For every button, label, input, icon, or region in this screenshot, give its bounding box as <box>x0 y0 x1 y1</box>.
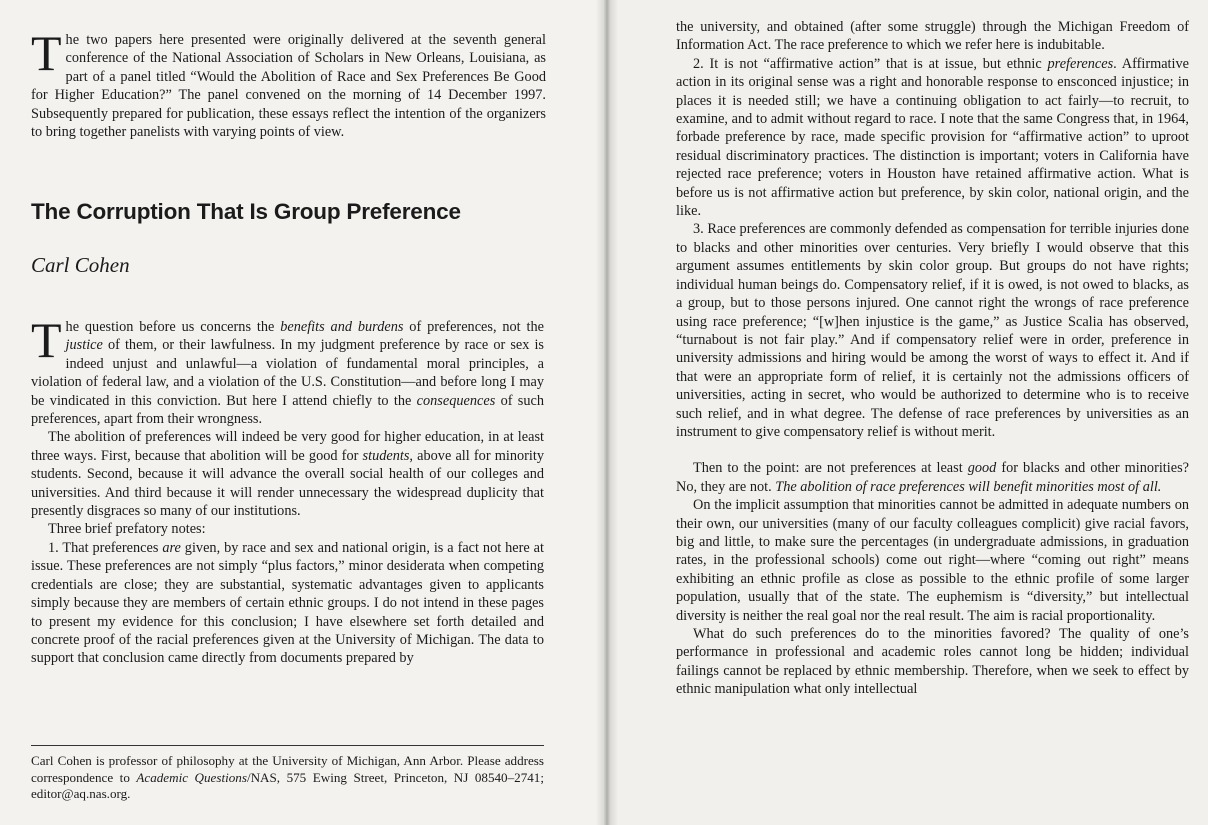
body-paragraph: On the implicit assumption that minorities cannot be admitted in adequate numbers on their own, our universities (many of our faculty colleagues complicit) give racial favors, big and little, to make sure the percentages (in undergraduate admissions, in graduation rates, in the professional schools) come out right—where “coming out right” means exhibiting an ethnic profile as close as possible to the ethnic profile of some larger population, usually that of the state. The euphemism is “diversity,” but intellectual diversity is neither the real goal nor the real result. The aim is racial proportionality. <box>676 497 1189 624</box>
body-paragraph: The question before us concerns the benefits and burdens of preferences, not the justice of them, or their lawfulness. In my judgment preference by race or sex is indeed unjust and unlawful—a violation of fundamental moral principles, a violation of federal law, and a violation of the U.S. Constitution—and before long I may be vindicated in this conviction. But here I attend chiefly to the consequences of such preferences, apart from their wrongness. <box>31 312 544 428</box>
body-paragraph: The abolition of preferences will indeed be very good for higher education, in at least three ways. First, because that abolition will be good for students, above all for minority students. Second, because it will advance the overall social health of our colleges and universities. And third because it will render unnecessary the widespread duplicity that presently disgraces so many of our institutions. <box>31 429 544 520</box>
right-page <box>604 0 1208 825</box>
author-footnote: Carl Cohen is professor of philosophy at the University of Michigan, Ann Arbor. Please address correspondence to Academic Questions/NAS, 575 Ewing Street, Princeton, NJ 08540–2741; editor@aq.nas.org. <box>31 753 544 801</box>
article-title: The Corruption That Is Group Preference <box>31 199 461 224</box>
article-body-right <box>676 18 1189 699</box>
body-paragraph: the university, and obtained (after some struggle) through the Michigan Freedom of Information Act. The race preference to which we refer here is indubitable. <box>676 19 1189 54</box>
intro-text: he two papers here presented were originally delivered at the seventh general conference of the National Association of Scholars in New Orleans, Louisiana, as part of a panel titled “Would the Abolition of Race and Sex Preferences Be Good for Higher Education?” The panel convened on the morning of 14 December 1997. Subsequently prepared for publication, these essays reflect the intention of the organizers to bring together panelists with varying points of view. <box>31 32 546 141</box>
drop-cap: T <box>31 25 62 81</box>
body-paragraph: 3. Race preferences are commonly defended as compensation for terrible injuries done to blacks and other minorities over centuries. Very briefly I would observe that this argument assumes entitlements by skin color group. But groups do not have rights; individual human beings do. Compensatory relief, if it is owed, is not owed to blacks, as a group, but to those persons injured. One cannot right the wrongs of race preference using race preference; “[w]hen injustice is the game,” as Justice Scalia has observed, “turnabout is not fair play.” And if compensatory relief were in order, preference in university admissions and hiring would be among the worst of ways to effect it. And if that were an appropriate form of relief, it is certainly not the admissions officers of universities, acting in secret, who would be authorized to determine who is to receive such relief, and in what degree. The defense of race preferences by universities as an instrument to give compensatory relief is without merit. <box>676 221 1189 440</box>
body-paragraph: Three brief prefatory notes: <box>48 521 206 538</box>
body-paragraph: 2. It is not “affirmative action” that is at issue, but ethnic preferences. Affirmative action in its original sense was a right and honorable response to ensconced injustice; in places it is needed still; we have a continuing obligation to act fairly—to recruit, to examine, and to admit without regard to race. I note that the same Congress that, in 1964, forbade preference by race, made specific provision for “affirmative action” to uproot residual discriminatory practices. The distinction is important; voters in California have rejected race preference; voters in Houston have retained affirmative action. What is before us is not affirmative action but preference, by skin color, national origin, and the like. <box>676 55 1189 220</box>
body-paragraph: Then to the point: are not preferences at least good for blacks and other minorities? No, they are not. The abolition of race preferences will benefit minorities most of all. <box>676 460 1190 495</box>
author-name: Carl Cohen <box>31 253 130 277</box>
drop-cap: T <box>31 312 62 368</box>
body-paragraph: 1. That preferences are given, by race and sex and national origin, is a fact not here at issue. These preferences are not simply “plus factors,” minor desiderata when competing credentials are close; they are substantial, systematic advantages given to applicants simply because they are members of certain ethnic groups. I do not intend in these pages to present my evidence for this conclusion; I have elsewhere set forth detailed and concrete proof of the racial preferences given at the University of Michigan. The data to support that conclusion came directly from documents prepared by <box>31 539 544 667</box>
body-paragraph: What do such preferences do to the minorities favored? The quality of one’s performance in professional and academic roles cannot long be hidden; individual failings cannot be replaced by ethnic membership. Therefore, when we seek to effect by ethnic manipulation what only intellectual <box>676 626 1189 698</box>
footnote-divider <box>31 745 544 746</box>
book-gutter <box>596 0 618 825</box>
article-body-left <box>31 312 544 668</box>
intro-note <box>31 25 546 141</box>
